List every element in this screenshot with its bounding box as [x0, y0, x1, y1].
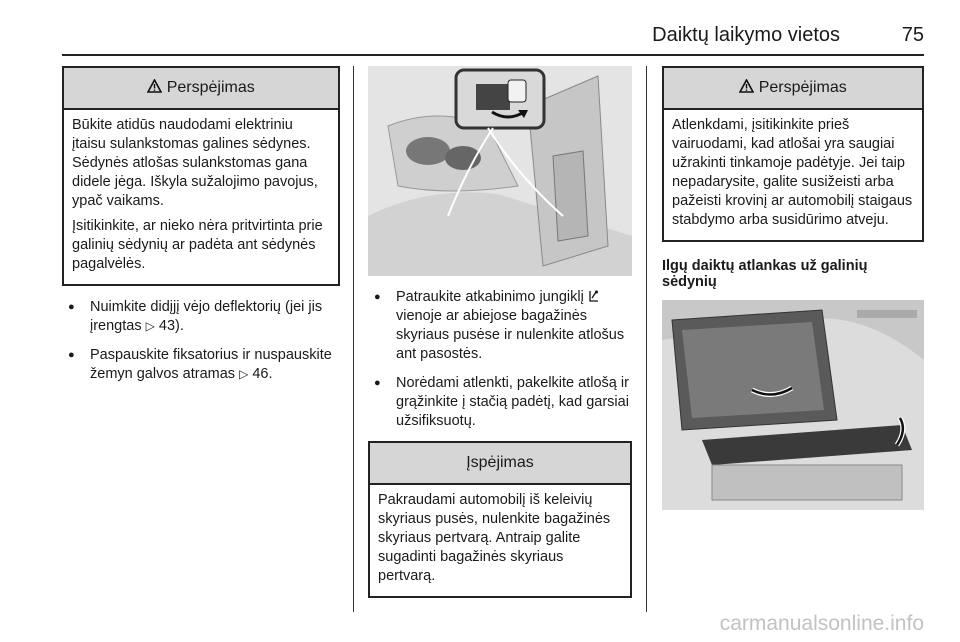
right-column	[662, 66, 924, 510]
warning-text: Atlenkdami, įsitikinkite prieš vairuodami, kad atlošai yra saugiai užrakinti tinkamoje padėtyje. Jei taip nepadarysite, galite susižeisti arba pažeisti krovinį ar automobilį staigaus stabdymo arba susidūrimo atveju.	[672, 117, 913, 228]
warning-triangle-icon	[739, 79, 758, 96]
warning-box-left	[62, 66, 340, 286]
instruction-list-middle	[368, 288, 632, 431]
notice-text: Pakraudami automobilį iš keleivių skyriaus pusės, nulenkite bagažinės skyriaus pertvarą. Antraip galite sugadinti bagažinės skyriaus pertvarą.	[378, 492, 611, 584]
warning-header	[664, 68, 922, 110]
page-number: 75	[901, 24, 924, 46]
notice-header: Įspėjimas	[370, 443, 630, 485]
section-heading: Ilgų daiktų atlankas už galinių sėdynių	[662, 258, 868, 290]
warning-paragraph: Įsitikinkite, ar nieko nėra pritvirtinta prie galinių sėdynių ar padėta ant sėdynės pagalvėlės.	[72, 218, 323, 272]
notice-body	[370, 485, 630, 596]
pass-through-illustration	[662, 300, 924, 510]
warning-header	[64, 68, 338, 110]
warning-title: Perspėjimas	[166, 79, 255, 96]
seat-release-icon	[588, 289, 600, 305]
middle-column	[368, 66, 632, 598]
column-divider-right	[646, 66, 647, 612]
list-item: ● Norėdami atlenkti, pakelkite atlošą ir grąžinkite į stačią padėtį, kad garsiai užsifiksuotų.	[368, 374, 632, 431]
warning-paragraph: Būkite atidūs naudodami elektriniu įtaisu sulankstomas galines sėdynes. Sėdynės atlošas sulankstomas gana didele jėga. Iškyla sužalojimo pavojus, ypač vaikams.	[72, 117, 318, 209]
column-divider-left	[353, 66, 354, 612]
warning-body	[664, 110, 922, 240]
list-item: ● Nuimkite didįjį vėjo deflektorių (jei jis įrengtas ▷ 43).	[62, 298, 340, 336]
page-ref-icon: ▷	[145, 319, 155, 333]
release-lever-illustration	[368, 66, 632, 276]
warning-box-right	[662, 66, 924, 242]
header-rule	[62, 54, 924, 56]
warning-triangle-icon	[147, 79, 166, 96]
notice-box	[368, 441, 632, 598]
watermark: carmanualsonline.info	[719, 612, 924, 635]
warning-body	[64, 110, 338, 284]
instruction-list-left	[62, 298, 340, 384]
list-item: ● Paspauskite fiksatorius ir nuspauskite žemyn galvos atramas ▷ 46.	[62, 346, 340, 384]
page-header	[0, 0, 960, 60]
list-item: ● Patraukite atkabinimo jungiklį vienoje ar abiejose bagažinės skyriaus pusėse ir nulenkite atlošus ant pasostės.	[368, 288, 632, 364]
page-ref-icon: ▷	[239, 367, 249, 381]
warning-title: Perspėjimas	[758, 79, 847, 96]
left-column	[62, 66, 340, 394]
section-title: Daiktų laikymo vietos	[652, 24, 840, 46]
